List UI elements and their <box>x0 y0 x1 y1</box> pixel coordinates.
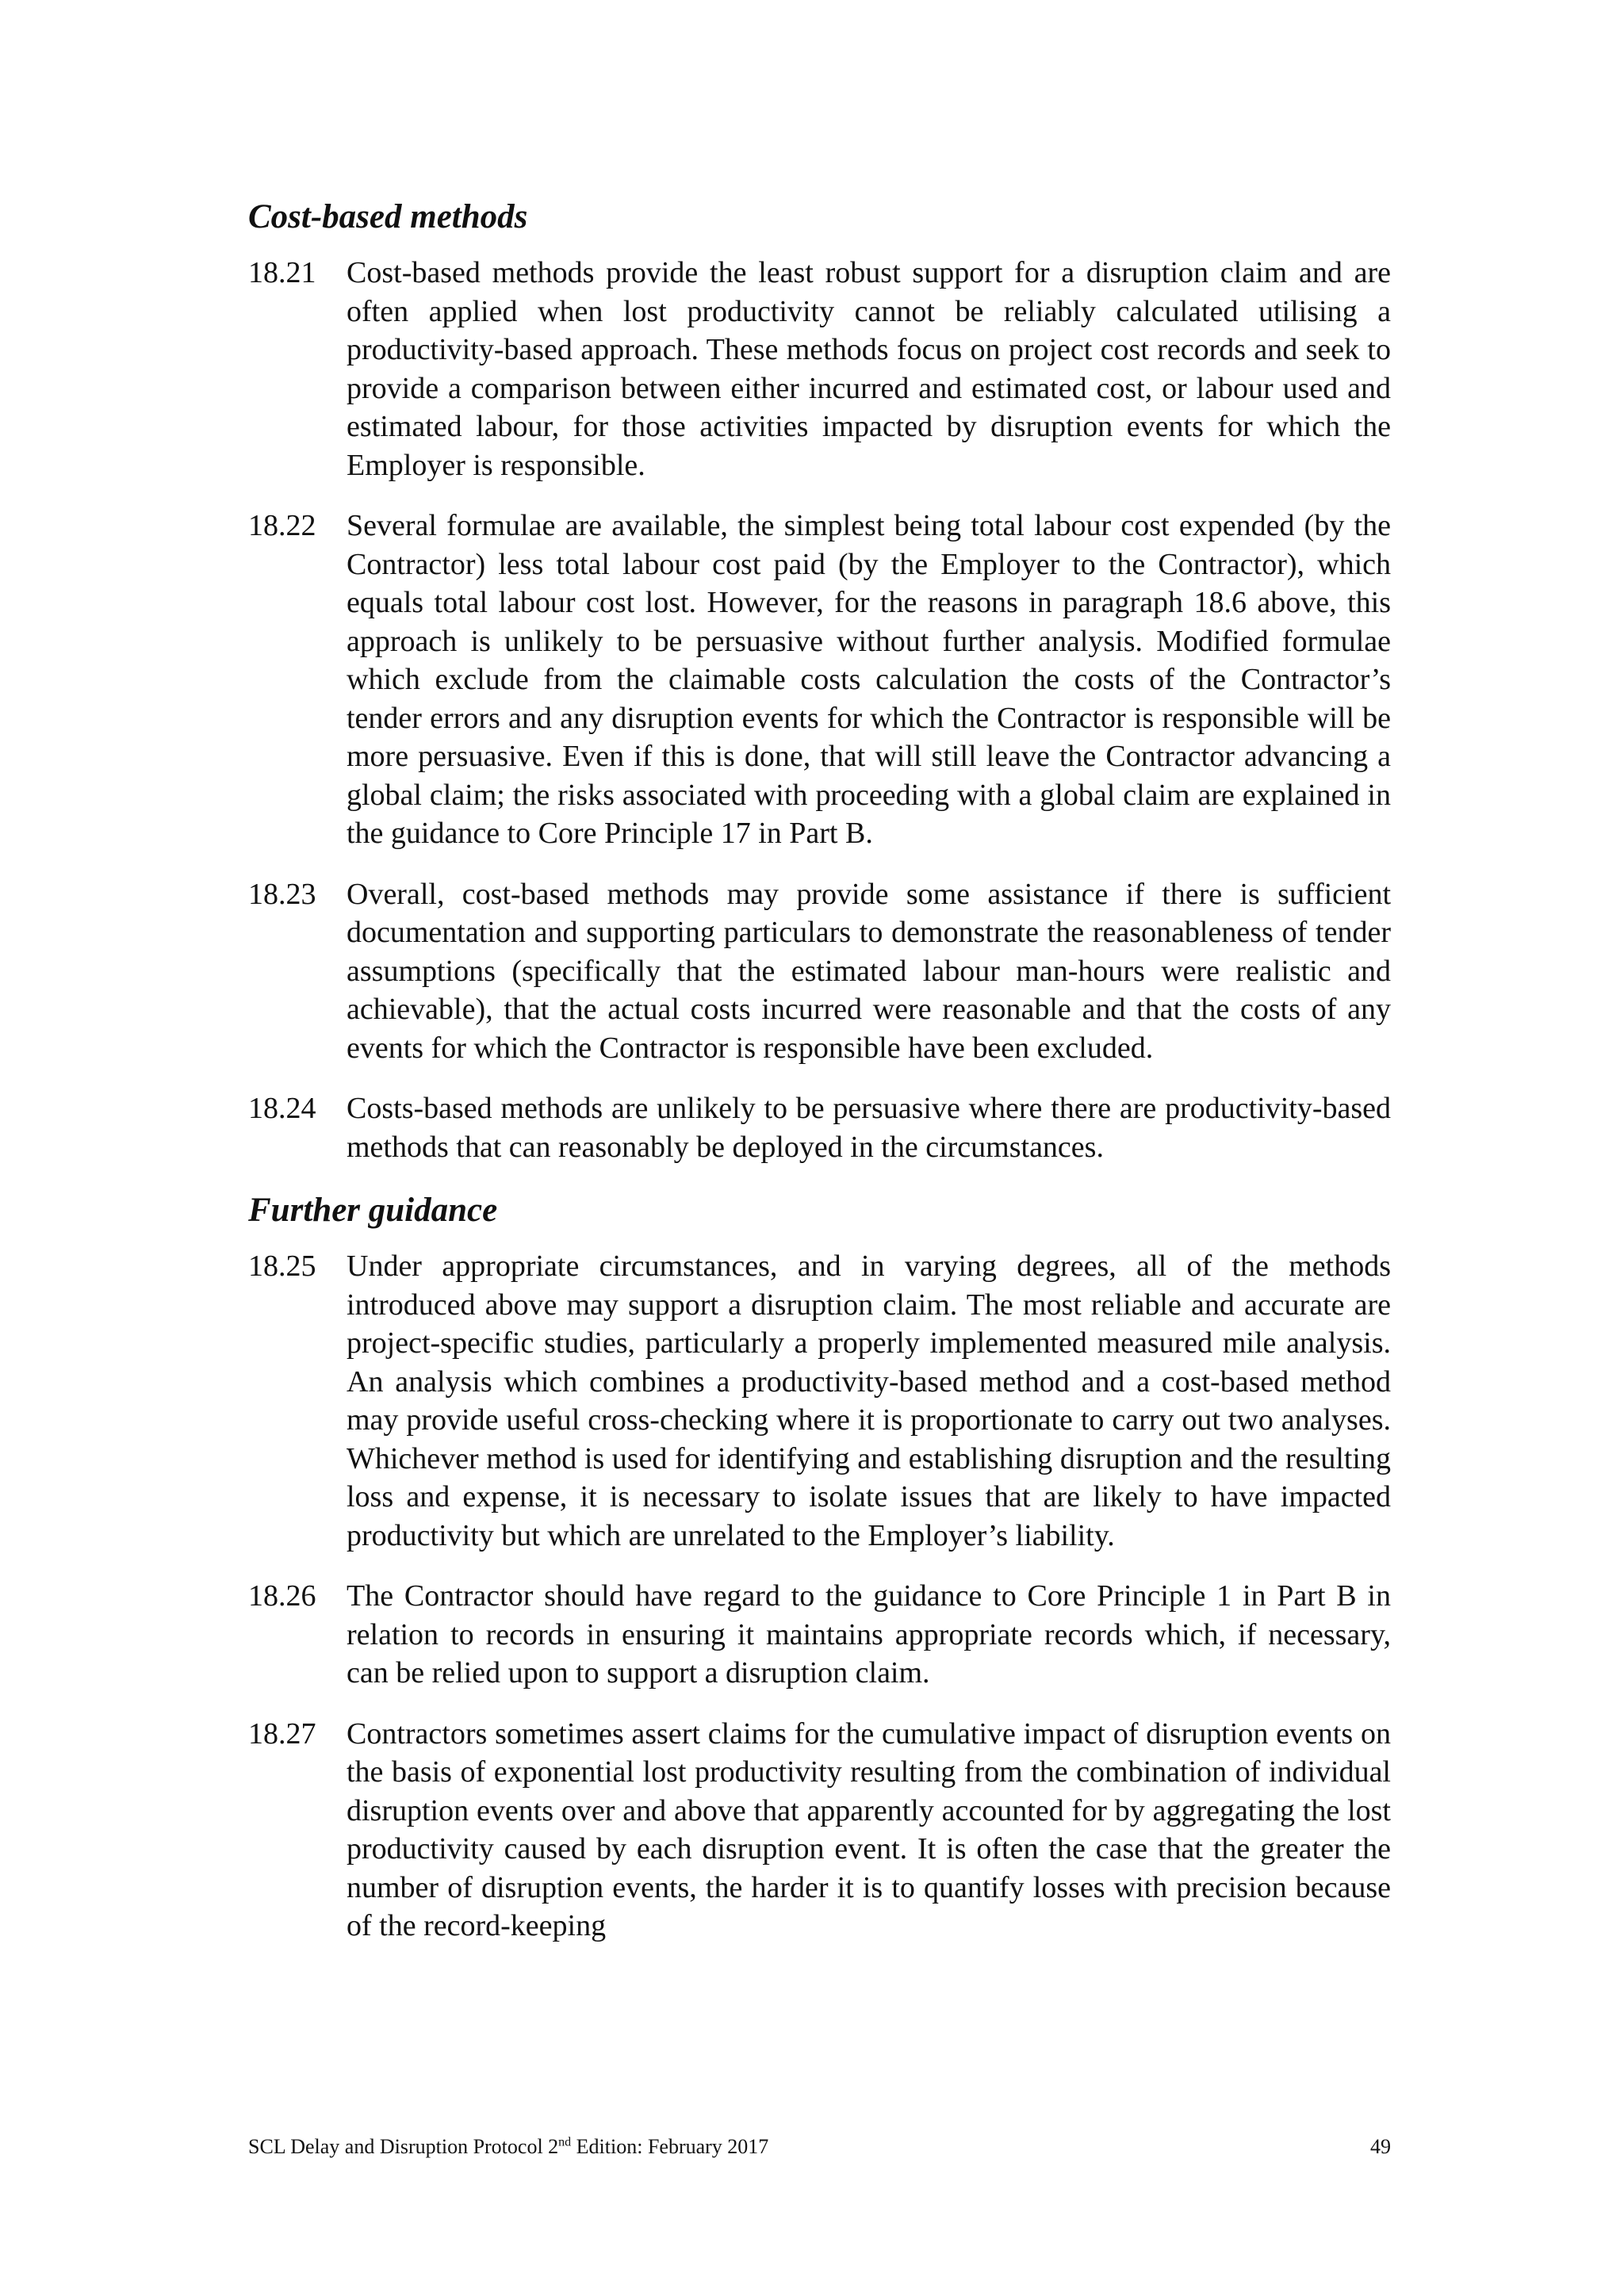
page-footer <box>248 2134 1391 2160</box>
paragraph-number: 18.21 <box>248 256 316 289</box>
paragraph-18-25 <box>248 1247 1391 1555</box>
paragraph-number: 18.23 <box>248 877 316 911</box>
paragraph-18-24 <box>248 1089 1391 1166</box>
footer-title-superscript: nd <box>558 2135 572 2149</box>
paragraph-18-21 <box>248 254 1391 484</box>
paragraph-number: 18.27 <box>248 1716 316 1751</box>
section-heading-further-guidance: Further guidance <box>248 1192 498 1229</box>
paragraph-text: Costs-based methods are unlikely to be persuasive where there are productivity-based methods that can reasonably be deployed in the circumstances. <box>347 1092 1391 1164</box>
section-heading-cost-based-methods: Cost-based methods <box>248 198 528 235</box>
paragraph-18-27 <box>248 1715 1391 1946</box>
paragraph-text: Cost-based methods provide the least robust support for a disruption claim and are often applied when lost productivity cannot be reliably calculated utilising a productivity-based approach. These methods focus on project cost records and seek to provide a comparison between either incurred and estimated cost, or labour used and estimated labour, for those activities impacted by disruption events for which the Employer is responsible. <box>347 256 1391 482</box>
paragraph-number: 18.22 <box>248 509 316 542</box>
paragraph-text: Overall, cost-based methods may provide some assistance if there is sufficient documentation and supporting particulars to demonstrate the reasonableness of tender assumptions (specifically that the estimated labour man-hours were realistic and achievable), that the actual costs incurred were reasonable and that the costs of any events for which the Contractor is responsible have been excluded. <box>347 877 1391 1065</box>
paragraph-18-23 <box>248 875 1391 1068</box>
paragraph-18-22 <box>248 507 1391 853</box>
footer-title-edition: Edition: February 2017 <box>571 2135 769 2158</box>
footer-title-main: SCL Delay and Disruption Protocol 2 <box>248 2135 559 2158</box>
footer-document-title <box>248 2134 768 2160</box>
paragraph-number: 18.25 <box>248 1249 316 1283</box>
paragraph-number: 18.26 <box>248 1579 316 1613</box>
paragraph-text: Contractors sometimes assert claims for the cumulative impact of disruption events on the basis of exponential lost productivity resulting from the combination of individual disruption events over and above that apparently accounted for by aggregating the lost productivity caused by each disruption event. It is often the case that the greater the number of disruption events, the harder it is to quantify losses with precision because of the record-keeping <box>347 1716 1391 1942</box>
paragraph-number: 18.24 <box>248 1092 316 1125</box>
paragraph-text: The Contractor should have regard to the guidance to Core Principle 1 in Part B in relation to records in ensuring it maintains appropriate records which, if necessary, can be relied upon to support a disruption claim. <box>347 1579 1391 1689</box>
paragraph-text: Under appropriate circumstances, and in varying degrees, all of the methods introduced above may support a disruption claim. The most reliable and accurate are project-specific studies, particularly a properly implemented measured mile analysis. An analysis which combines a productivity-based method and a cost-based method may provide useful cross-checking where it is proportionate to carry out two analyses. Whichever method is used for identifying and establishing disruption and the resulting loss and expense, it is necessary to isolate issues that are likely to have impacted productivity but which are unrelated to the Employer’s liability. <box>347 1249 1391 1552</box>
paragraph-18-26 <box>248 1577 1391 1693</box>
paragraph-text: Several formulae are available, the simplest being total labour cost expended (by the Contractor) less total labour cost paid (by the Employer to the Contractor), which equals total labour cost lost. However, for the reasons in paragraph 18.6 above, this approach is unlikely to be persuasive without further analysis. Modified formulae which exclude from the claimable costs calculation the costs of the Contractor’s tender errors and any disruption events for which the Contractor is responsible will be more persuasive. Even if this is done, that will still leave the Contractor advancing a global claim; the risks associated with proceeding with a global claim are explained in the guidance to Core Principle 17 in Part B. <box>347 509 1391 850</box>
footer-page-number: 49 <box>1370 2135 1391 2158</box>
page-body <box>248 197 1391 1968</box>
